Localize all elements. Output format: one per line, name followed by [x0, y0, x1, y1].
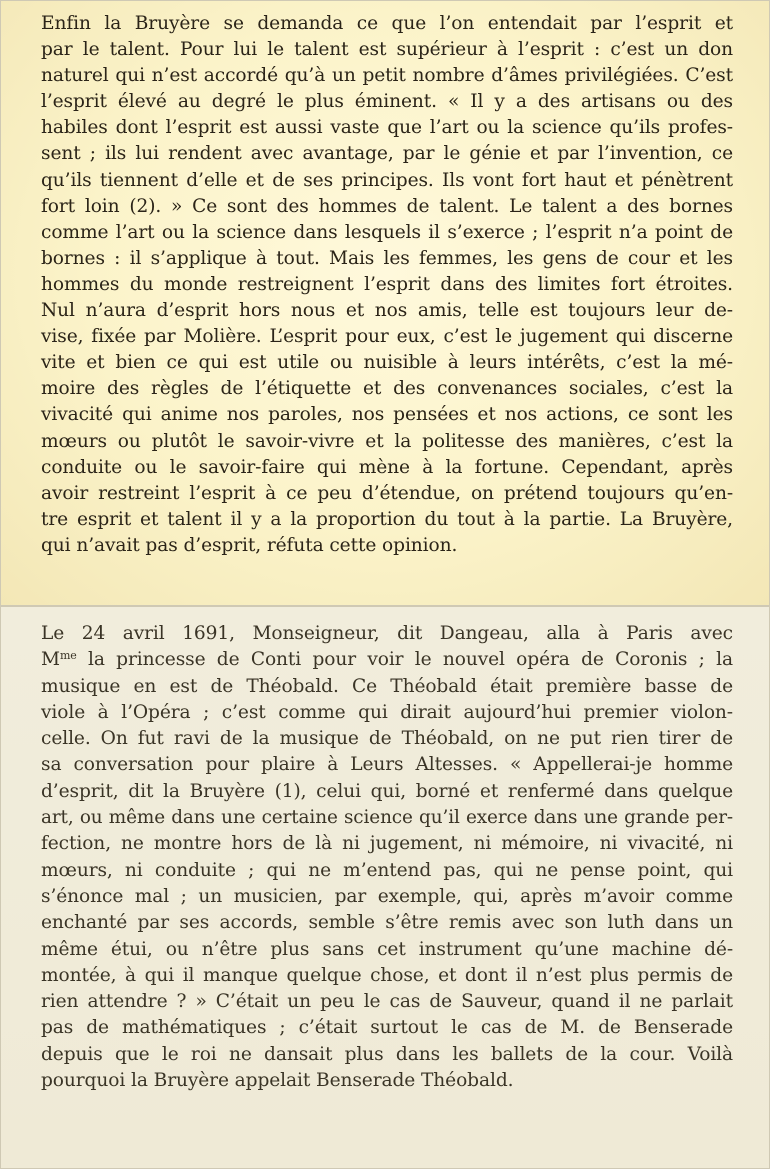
- text-line: celle. On fut ravi de la musique de Théobald, on ne put rien tirer de: [41, 728, 733, 750]
- text-line: Le 24 avril 1691, Monseigneur, dit Dangeau, alla à Paris avec: [41, 623, 733, 644]
- text-line: rien attendre ? » C’était un peu le cas de Sauveur, quand il ne parlait: [41, 991, 733, 1013]
- text-line: moire des règles de l’étiquette et des convenances sociales, c’est la: [41, 378, 733, 400]
- text-line: art, ou même dans une certaine science qu’il exerce dans une grande per-: [41, 807, 733, 829]
- text-line: mœurs ou plutôt le savoir-vivre et la politesse des manières, c’est la: [41, 430, 733, 452]
- text-line: conduite ou le savoir-faire qui mène à la fortune. Cependant, après: [41, 456, 733, 478]
- text-line: par le talent. Pour lui le talent est supérieur à l’esprit : c’est un don: [41, 39, 733, 61]
- text-line: tre esprit et talent il y a la proportion du tout à la partie. La Bruyère,: [41, 508, 733, 530]
- text-line: vite et bien ce qui est utile ou nuisible à leurs intérêts, c’est la mé-: [41, 352, 733, 374]
- text-line: fection, ne montre hors de là ni jugement, ni mémoire, ni vivacité, ni: [41, 833, 733, 855]
- text-line: pas de mathématiques ; c’était surtout le cas de M. de Benserade: [41, 1017, 733, 1039]
- text-line: depuis que le roi ne dansait plus dans les ballets de la cour. Voilà: [41, 1043, 733, 1065]
- text-line: musique en est de Théobald. Ce Théobald était première basse de: [41, 675, 733, 697]
- abbreviation-superscript: me: [59, 649, 77, 663]
- text-line: pourquoi la Bruyère appelait Benserade Théobald.: [41, 1070, 514, 1092]
- text-line: bornes : il s’applique à tout. Mais les femmes, les gens de cour et les: [41, 247, 733, 269]
- text-line: vise, fixée par Molière. L’esprit pour eux, c’est le jugement qui discerne: [41, 326, 733, 348]
- text-line: hommes du monde restreignent l’esprit dans des limites fort étroites.: [41, 273, 733, 295]
- text-line: naturel qui n’est accordé qu’à un petit nombre d’âmes privilégiées. C’est: [41, 65, 733, 87]
- text-line: l’esprit élevé au degré le plus éminent. « Il y a des artisans ou des: [41, 91, 733, 113]
- text-line: fort loin (2). » Ce sont des hommes de talent. Le talent a des bornes: [41, 195, 733, 217]
- text-line: vivacité qui anime nos paroles, nos pensées et nos actions, ce sont les: [41, 404, 733, 426]
- text-line: qu’ils tiennent d’elle et de ses principes. Ils vont fort haut et pénètrent: [41, 169, 733, 191]
- text-line: mœurs, ni conduite ; qui ne m’entend pas, qui ne pense point, qui: [41, 859, 733, 881]
- text-line: Nul n’aura d’esprit hors nous et nos amis, telle est toujours leur de-: [41, 300, 733, 322]
- text-line: même étui, ou n’être plus sans cet instrument qu’une machine dé-: [41, 938, 733, 960]
- text-line: sa conversation pour plaire à Leurs Altesses. « Appellerai-je homme: [41, 754, 733, 776]
- text-line: qui n’avait pas d’esprit, réfuta cette opinion.: [41, 534, 458, 556]
- text-line: enchanté par ses accords, semble s’être remis avec son luth dans un: [41, 912, 733, 934]
- bottom-text-panel: [0, 606, 770, 1169]
- text-fragment: la princesse de Conti pour voir le nouvel opéra de Coronis ; la: [76, 649, 733, 671]
- bottom-paragraph: [41, 621, 733, 1094]
- text-line-with-abbreviation: [41, 647, 733, 673]
- text-line: montée, à qui il manque quelque chose, et dont il n’est plus permis de: [41, 964, 733, 986]
- top-paragraph: [41, 11, 733, 559]
- text-line: avoir restreint l’esprit à ce peu d’étendue, on prétend toujours qu’en-: [41, 482, 733, 504]
- text-line: d’esprit, dit la Bruyère (1), celui qui, borné et renfermé dans quelque: [41, 780, 733, 802]
- abbreviation: M: [41, 649, 60, 671]
- text-line: Enfin la Bruyère se demanda ce que l’on entendait par l’esprit et: [41, 13, 733, 34]
- text-line: habiles dont l’esprit est aussi vaste que l’art ou la science qu’ils profes-: [41, 117, 733, 139]
- text-line: comme l’art ou la science dans lesquels il s’exerce ; l’esprit n’a point de: [41, 221, 733, 243]
- text-line: sent ; ils lui rendent avec avantage, par le génie et par l’invention, ce: [41, 143, 733, 165]
- text-line: viole à l’Opéra ; c’est comme qui dirait aujourd’hui premier violon-: [41, 701, 733, 723]
- text-line: s’énonce mal ; un musicien, par exemple, qui, après m’avoir comme: [41, 885, 733, 907]
